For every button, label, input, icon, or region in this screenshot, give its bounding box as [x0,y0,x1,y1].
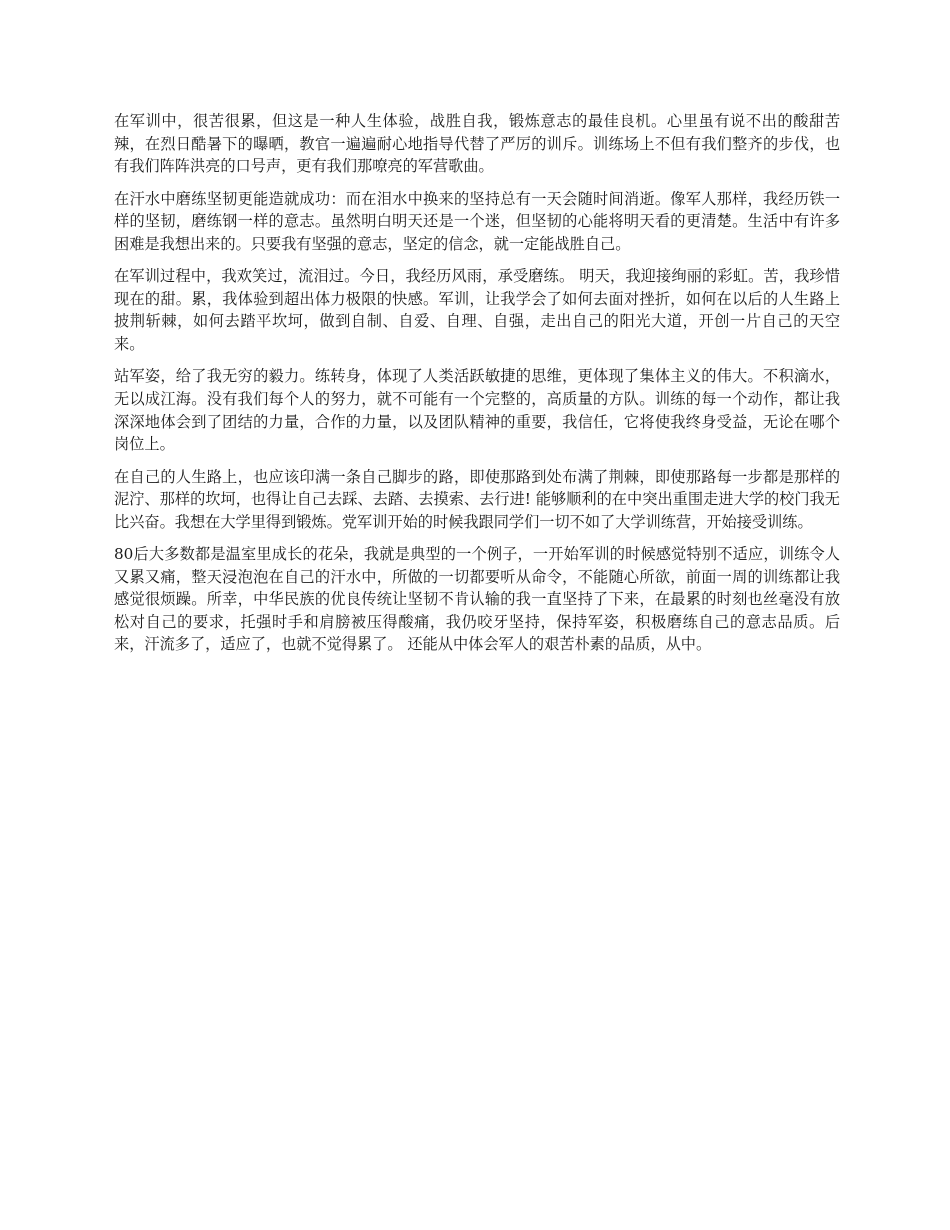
paragraph-6: 80后大多数都是温室里成长的花朵，我就是典型的一个例子，一开始军训的时候感觉特别不适应，训练令人又累又痛，整天浸泡泡在自己的汗水中，所做的一切都要听从命令，不能随心所欲，前面一周的训练都让我感觉很烦躁。所幸，中华民族的优良传统让坚韧不肯认输的我一直坚持了下来，在最累的时刻也丝毫没有放松对自己的要求，托强时手和肩膀被压得酸痛，我仍咬牙坚持，保持军姿，积极磨练自己的意志品质。后来，汗流多了，适应了，也就不觉得累了。 还能从中体会军人的艰苦朴素的品质，从中。 [114,545,840,654]
document-body [114,110,840,666]
paragraph-4: 站军姿，给了我无穷的毅力。练转身，体现了人类活跃敏捷的思维，更体现了集体主义的伟大。不积滴水，无以成江海。没有我们每个人的努力，就不可能有一个完整的，高质量的方队。训练的每一个动作，都让我深深地体会到了团结的力量，合作的力量，以及团队精神的重要，我信任，它将使我终身受益，无论在哪个岗位上。 [114,367,840,454]
paragraph-5: 在自己的人生路上，也应该印满一条自己脚步的路，即使那路到处布满了荆棘，即使那路每一步都是那样的泥泞、那样的坎坷，也得让自己去踩、去踏、去摸索、去行进! 能够顺利的在中突出重围走进大学的校门我无比兴奋。我想在大学里得到锻炼。党军训开始的时候我跟同学们一切不如了大学训练营，开始接受训练。 [114,467,840,531]
paragraph-2: 在汗水中磨练坚韧更能造就成功：而在泪水中换来的坚持总有一天会随时间消逝。像军人那样，我经历铁一样的坚韧，磨练钢一样的意志。虽然明白明天还是一个迷，但坚韧的心能将明天看的更清楚。生活中有许多困难是我想出来的。只要我有坚强的意志，坚定的信念，就一定能战胜自己。 [114,189,840,253]
paragraph-1: 在军训中，很苦很累，但这是一种人生体验，战胜自我，锻炼意志的最佳良机。心里虽有说不出的酸甜苦辣，在烈日酷暑下的曝晒，教官一遍遍耐心地指导代替了严厉的训斥。训练场上不但有我们整齐的步伐，也有我们阵阵洪亮的口号声，更有我们那嘹亮的军营歌曲。 [114,112,840,176]
paragraph-3: 在军训过程中，我欢笑过，流泪过。今日，我经历风雨，承受磨练。 明天，我迎接绚丽的彩虹。苦，我珍惜现在的甜。累，我体验到超出体力极限的快感。军训，让我学会了如何去面对挫折，如何在以后的人生路上披荆斩棘，如何去踏平坎坷，做到自制、自爱、自理、自强，走出自己的阳光大道，开创一片自己的天空来。 [114,267,840,353]
